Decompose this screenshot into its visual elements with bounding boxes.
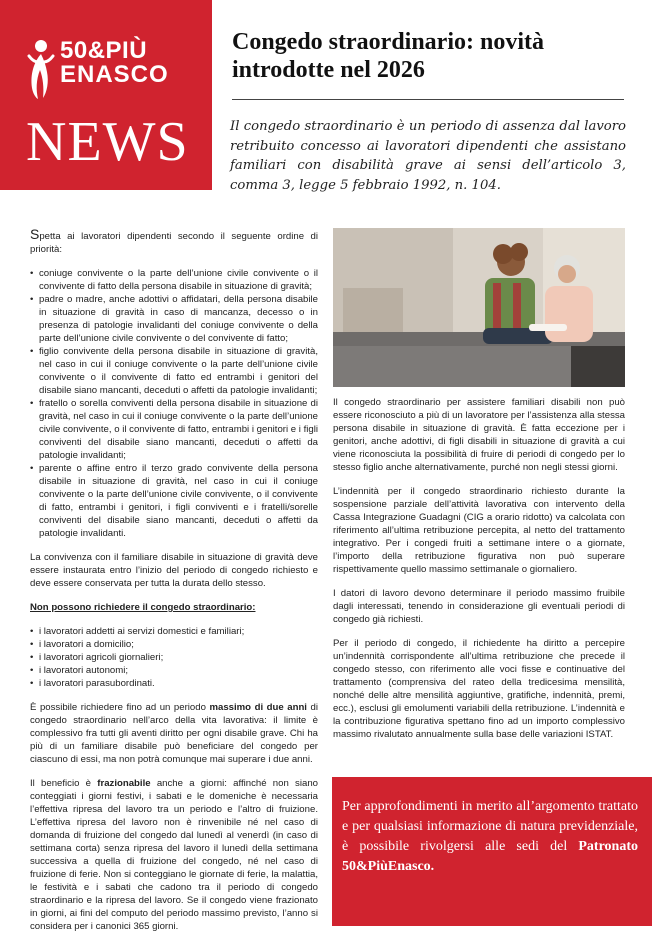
list-item: • i lavoratori parasubordinati. — [30, 677, 318, 690]
info-callout-text — [342, 797, 638, 877]
article-photo — [333, 228, 625, 387]
fractional-paragraph — [30, 777, 318, 933]
logo-text-line2: ENASCO — [60, 61, 169, 88]
fractional-bold: frazionabile — [97, 778, 151, 789]
excluded-list — [30, 625, 318, 690]
max-period-post: di congedo straordinario nell’arco della vita lavorativa: il limite è complessivo fra tutti gli aventi diritto per ogni disabile grave. Chi ha più di un familiare disabile può beneficiare del congedo per ciascuno di essi, ma non potrà comunque mai superare i due anni. — [30, 702, 318, 765]
max-period-bold: massimo di due anni — [209, 702, 307, 713]
info-callout-strong: Patronato 50&PiùEnasco. — [342, 839, 638, 874]
info-callout-body: Per approfondimenti in merito all’argomento trattato e per qualsiasi informazione di natura previdenziale, è possibile rivolgersi alle sedi del — [342, 799, 638, 854]
news-label: NEWS — [26, 111, 189, 173]
max-period-paragraph — [30, 701, 318, 766]
list-item: • figlio convivente della persona disabile in situazione di gravità, nel caso in cui il coniuge convivente o la parte dell’unione civile convivente o il convivente di fatto ed entrambi i genitori del disabile siano mancanti, deceduti o affetti da patologie invalidanti; — [30, 345, 318, 397]
right-paragraph: Per il periodo di congedo, il richiedente ha diritto a percepire un’indennità corrispondente all’ultima retribuzione che precede il congedo stesso, con riferimento alle voci fisse e continuative del trattamento (comprensiva del rateo della tredicesima mensilità, nonché delle altre mensilità aggiuntive, gratifiche, indennità, premi, ecc.), esclusi gli emolumenti variabili della retribuzione. L’indennità e la contribuzione figurativa spettano fino ad un importo complessivo massimo rivalutato annualmente sulla base delle variazioni ISTAT. — [333, 638, 625, 740]
priority-lead-text: petta ai lavoratori dipendenti secondo il seguente ordine di priorità: — [30, 231, 318, 255]
brand-logo[interactable] — [26, 36, 196, 100]
title-divider — [232, 99, 624, 100]
article-title: Congedo straordinario: novità introdotte nel 2026 — [232, 29, 544, 83]
right-paragraph: I datori di lavoro devono determinare il periodo massimo fruibile dagli interessati, tenendo in considerazione gli eventuali periodi di congedo già richiesti. — [333, 588, 625, 625]
list-item: • parente o affine entro il terzo grado convivente della persona disabile in situazione di gravità, nel caso in cui il coniuge convivente o la parte dell’unione civile convivente, o il convivente di fatto, entrambi i genitori, i figli conviventi e i fratelli/sorelle conviventi del disabile siano mancanti, deceduti o affetti da patologie invalidanti. — [30, 462, 318, 540]
list-item: • i lavoratori addetti ai servizi domestici e familiari; — [30, 625, 318, 638]
list-item: • i lavoratori agricoli giornalieri; — [30, 651, 318, 664]
max-period-pre: È possibile richiedere fino ad un periodo — [30, 702, 210, 713]
cohabitation-paragraph: La convivenza con il familiare disabile in situazione di gravità deve essere instaurata entro l’inizio del periodo di congedo richiesto e deve essere conservata per tutta la durata dello stesso. — [30, 552, 318, 589]
list-item: • fratello o sorella conviventi della persona disabile in situazione di gravità, nel caso in cui il coniuge convivente o la parte dell’unione civile convivente, o il convivente di fatto, entrambi i genitori e i figli conviventi del disabile siano mancanti, deceduti o affetti da patologie invalidanti; — [30, 397, 318, 462]
left-column — [30, 228, 318, 944]
fractional-pre: Il beneficio è — [30, 778, 98, 789]
excluded-heading: Non possono richiedere il congedo straordinario: — [30, 602, 256, 613]
list-item: • i lavoratori autonomi; — [30, 664, 318, 677]
article-intro: Il congedo straordinario è un periodo di assenza dal lavoro retribuito concesso ai lavoratori dipendenti che assistano familiari con disabilità grave ai sensi dell’articolo 3, comma 3, legge 5 febbraio 1992, n. 104. — [230, 119, 626, 193]
info-callout-box — [332, 777, 652, 926]
masthead-red-block — [0, 0, 212, 190]
logo-figure-icon — [26, 38, 56, 100]
logo-text-line1: 50&PIÙ — [60, 37, 148, 64]
list-item: • coniuge convivente o la parte dell’unione civile convivente o il convivente di fatto della persona disabile in situazione di gravità; — [30, 267, 318, 293]
right-paragraph: Il congedo straordinario per assistere familiari disabili non può essere riconosciuto a più di un lavoratore per l’assistenza alla stessa persona disabile in situazione di gravità. È fatta eccezione per i genitori, anche adottivi, di figli disabili in situazione di gravità a cui viene riconosciuta la possibilità di fruire di periodi di congedo per lo stesso figlio anche alternativamente, purché non negli stessi giorni. — [333, 397, 625, 473]
right-paragraph: L’indennità per il congedo straordinario richiesto durante la sospensione parziale dell’attività lavorativa con intervento della Cassa Integrazione Guadagni (CIG a orario ridotto) va calcolata con riferimento all’ultima retribuzione percepita, al netto del trattamento integrativo. Per i congedi fruiti a settimane intere o a giornate, l’importo della retribuzione figurativa non può superare rispettivamente quello massimo settimanale o giornaliero. — [333, 486, 625, 575]
list-item: • padre o madre, anche adottivi o affidatari, della persona disabile in situazione di gravità in caso di mancanza, decesso o in presenza di patologie invalidanti del coniuge convivente o della parte dell’unione civile convivente o del convivente di fatto; — [30, 293, 318, 345]
priority-lead — [30, 228, 318, 256]
dropcap-letter: S — [30, 226, 40, 242]
right-column — [333, 396, 625, 752]
fractional-post: anche a giorni: affinché non siano conteggiati i giorni festivi, i sabati e le domeniche è necessaria l’effettiva ripresa del lavoro tra un periodo e l’altro di fruizione. L’effettiva ripresa del lavoro non è rinvenibile né nel caso di domanda di fruizione del congedo dal lunedì al venerdì (in caso di settimana corta) senza ripresa del lavoro il lunedì della settimana successiva a quella di fruizione del congedo, né nel caso di fruizione di ferie. Non si conteggiano le giornate di ferie, la malattia, le festività e i sabati che cadono tra il periodo di congedo straordinario e la ripresa del lavoro. Se il congedo viene frazionato in giorni, ai fini del computo del periodo massimo previsto, l’anno si considera per i canonici 365 giorni. — [30, 778, 318, 932]
priority-list — [30, 267, 318, 540]
list-item: • i lavoratori a domicilio; — [30, 638, 318, 651]
caregiver-photo-illustration — [333, 228, 625, 387]
